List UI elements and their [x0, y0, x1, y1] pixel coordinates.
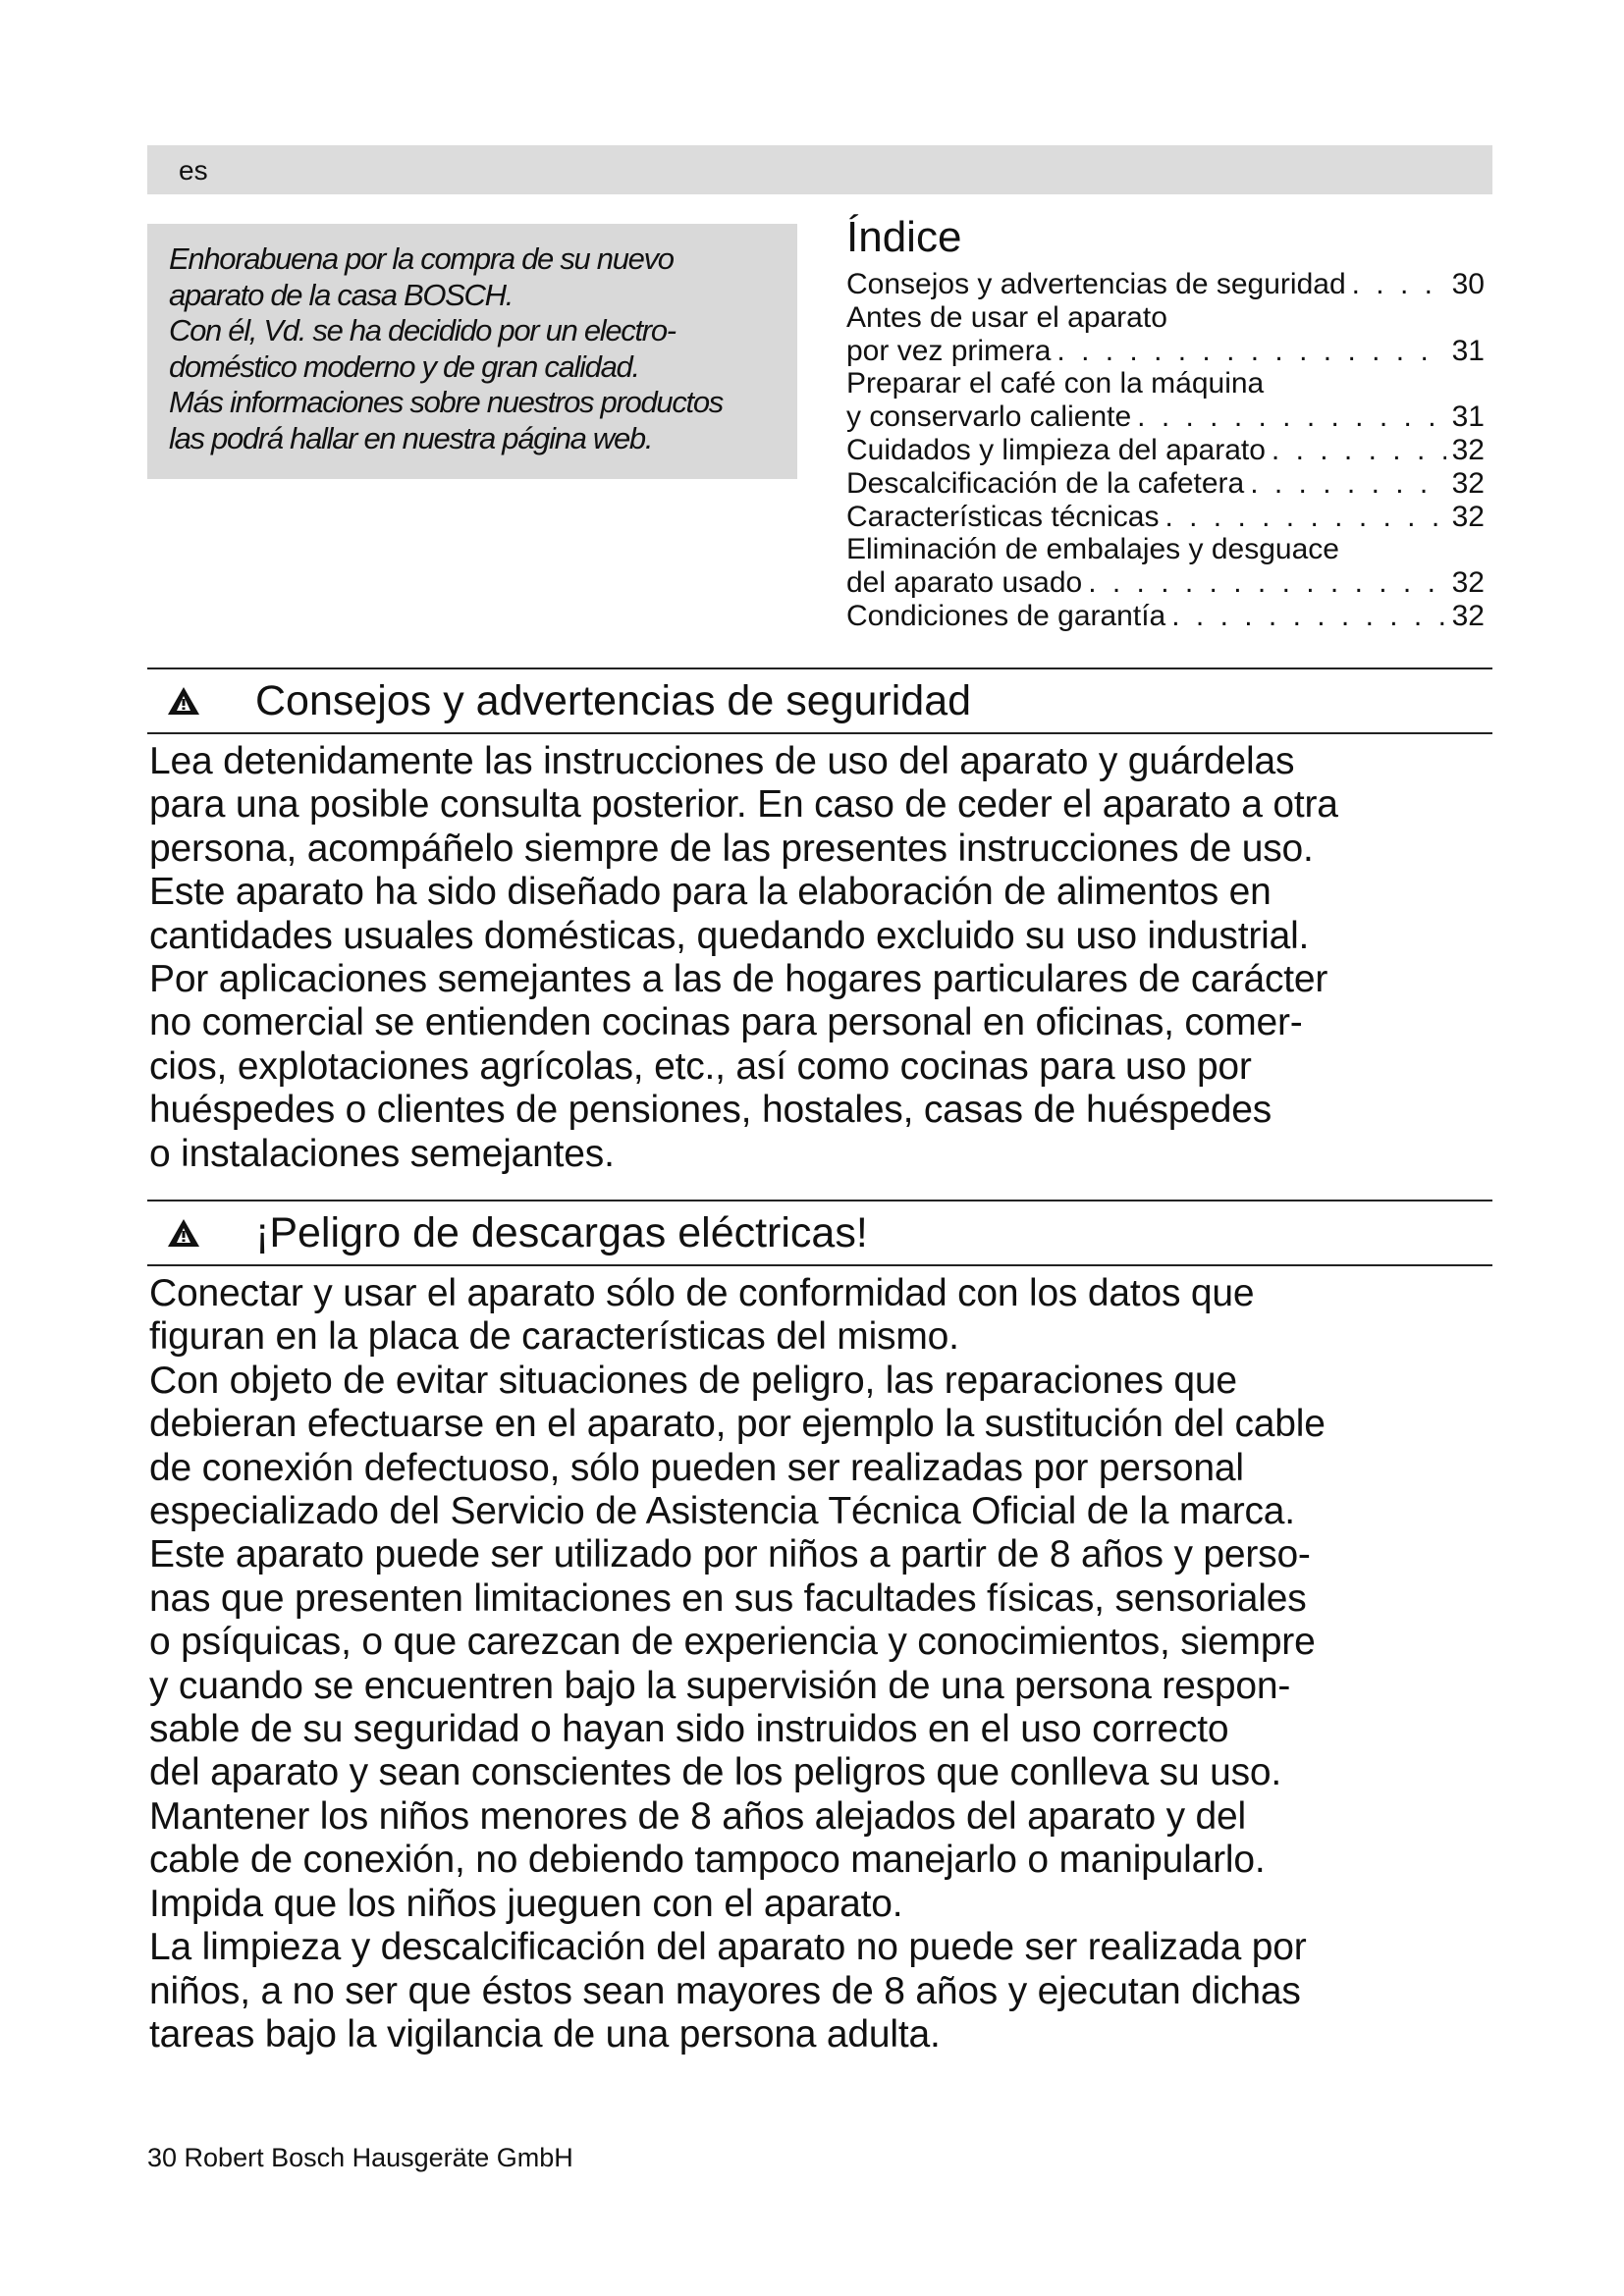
body-line: cable de conexión, no debiendo tampoco manejarlo o manipularlo. — [149, 1839, 1266, 1882]
language-code: es — [179, 155, 208, 186]
body-line: Este aparato ha sido diseñado para la elaboración de alimentos en — [149, 871, 1272, 914]
intro-box — [147, 224, 797, 479]
warning-triangle-icon — [167, 1218, 224, 1248]
safety-section — [147, 667, 1492, 1176]
intro-line: Enhorabuena por la compra de su nuevo — [169, 241, 674, 276]
toc-entry-page: 32 — [1451, 566, 1485, 600]
toc-entry-label: Condiciones de garantía — [846, 599, 1166, 632]
toc-entry-page: 32 — [1451, 433, 1485, 466]
toc-entry[interactable] — [846, 467, 1485, 501]
body-line: de conexión defectuoso, sólo pueden ser realizadas por personal — [149, 1446, 1244, 1489]
toc-entry-label: del aparato usado — [846, 566, 1083, 600]
toc-entry[interactable] — [846, 501, 1485, 534]
table-of-contents — [846, 211, 1485, 633]
toc-entry-page: 32 — [1451, 500, 1485, 533]
body-line: debieran efectuarse en el aparato, por ejemplo la sustitución del cable — [149, 1403, 1326, 1446]
intro-line: Más informaciones sobre nuestros productos — [169, 385, 723, 419]
toc-entry-page: 32 — [1451, 466, 1485, 500]
page-footer: 30 Robert Bosch Hausgeräte GmbH — [147, 2143, 573, 2172]
section-header — [147, 669, 1492, 732]
section-header-rule — [147, 1264, 1492, 1266]
section-title: ¡Peligro de descargas eléctricas! — [255, 1209, 868, 1256]
toc-entry-label: Cuidados y limpieza del aparato — [846, 433, 1266, 466]
toc-entry-label: Características técnicas — [846, 500, 1160, 533]
toc-leader-dots — [1250, 467, 1445, 501]
intro-line: Con él, Vd. se ha decidido por un electro- — [169, 313, 676, 347]
body-line: Lea detenidamente las instrucciones de uso del aparato y guárdelas — [149, 740, 1295, 782]
section-body — [149, 1272, 1492, 2056]
toc-entry-page: 31 — [1451, 334, 1485, 367]
toc-entry-label-line: Eliminación de embalajes y desguace — [846, 533, 1339, 566]
body-line: huéspedes o clientes de pensiones, hostales, casas de huéspedes — [149, 1089, 1272, 1132]
body-line: sable de su seguridad o hayan sido instruidos en el uso correcto — [149, 1708, 1229, 1751]
toc-leader-dots — [1171, 600, 1445, 633]
intro-line: doméstico moderno y de gran calidad. — [169, 348, 639, 384]
body-line: figuran en la placa de características del mismo. — [149, 1315, 959, 1359]
toc-entry-label-line: Preparar el café con la máquina — [846, 367, 1265, 400]
body-line: o psíquicas, o que carezcan de experiencia y conocimientos, siempre — [149, 1621, 1316, 1664]
toc-entry-label: por vez primera — [846, 334, 1052, 367]
body-line: del aparato y sean conscientes de los peligros que conlleva su uso. — [149, 1751, 1282, 1794]
intro-line: las podrá hallar en nuestra página web. — [169, 420, 653, 455]
body-line: especializado del Servicio de Asistencia Técnica Oficial de la marca. — [149, 1490, 1295, 1533]
section-header-rule — [147, 732, 1492, 734]
body-line: La limpieza y descalcificación del aparato no puede ser realizada por — [149, 1926, 1307, 1969]
body-line: Este aparato puede ser utilizado por niños a partir de 8 años y perso- — [149, 1533, 1311, 1576]
toc-entry-label: y conservarlo caliente — [846, 400, 1132, 434]
intro-line: aparato de la casa BOSCH. — [169, 277, 514, 312]
warning-triangle-icon — [167, 686, 224, 716]
section-title: Consejos y advertencias de seguridad — [255, 677, 972, 724]
electric-hazard-section — [147, 1200, 1492, 2056]
body-line: cantidades usuales domésticas, quedando excluido su uso industrial. — [149, 914, 1310, 957]
toc-leader-dots — [1272, 434, 1446, 467]
section-body — [149, 740, 1492, 1176]
body-line: niños, a no ser que éstos sean mayores de 8 años y ejecutan dichas — [149, 1969, 1301, 2012]
toc-entry-page: 32 — [1451, 599, 1485, 632]
section-header — [147, 1201, 1492, 1264]
toc-entry[interactable] — [846, 434, 1485, 467]
body-line: Mantener los niños menores de 8 años alejados del aparato y del — [149, 1794, 1246, 1838]
toc-entry[interactable] — [846, 268, 1485, 301]
body-line: persona, acompáñelo siempre de las presentes instrucciones de uso. — [149, 827, 1314, 870]
toc-leader-dots — [1137, 400, 1445, 434]
toc-entry-page: 30 — [1451, 268, 1485, 300]
toc-leader-dots — [1352, 268, 1446, 301]
body-line: tareas bajo la vigilancia de una persona adulta. — [149, 2012, 941, 2056]
body-line: Impida que los niños jueguen con el aparato. — [149, 1882, 903, 1925]
body-line: y cuando se encuentren bajo la supervisión de una persona respon- — [149, 1664, 1291, 1707]
body-line: no comercial se entienden cocinas para personal en oficinas, comer- — [149, 1001, 1303, 1044]
toc-entry-label: Descalcificación de la cafetera — [846, 466, 1245, 500]
toc-title: Índice — [846, 213, 962, 261]
body-line: Conectar y usar el aparato sólo de conformidad con los datos que — [149, 1272, 1255, 1314]
toc-entry-page: 31 — [1451, 400, 1485, 434]
body-line: Por aplicaciones semejantes a las de hogares particulares de carácter — [149, 958, 1328, 1001]
toc-leader-dots — [1164, 501, 1445, 534]
toc-entry-label-line: Antes de usar el aparato — [846, 300, 1167, 334]
toc-entry[interactable] — [846, 566, 1485, 600]
toc-entry[interactable] — [846, 335, 1485, 368]
toc-entry[interactable] — [846, 600, 1485, 633]
toc-leader-dots — [1088, 566, 1445, 600]
toc-entry-label: Consejos y advertencias de seguridad — [846, 268, 1346, 300]
body-line: Con objeto de evitar situaciones de peligro, las reparaciones que — [149, 1359, 1237, 1402]
body-line: para una posible consulta posterior. En caso de ceder el aparato a otra — [149, 783, 1338, 827]
body-line: cios, explotaciones agrícolas, etc., así como cocinas para uso por — [149, 1044, 1252, 1088]
toc-leader-dots — [1056, 335, 1445, 368]
toc-entry[interactable] — [846, 400, 1485, 434]
body-line: nas que presenten limitaciones en sus facultades físicas, sensoriales — [149, 1576, 1307, 1620]
language-bar — [147, 145, 1492, 194]
body-line: o instalaciones semejantes. — [149, 1132, 615, 1175]
